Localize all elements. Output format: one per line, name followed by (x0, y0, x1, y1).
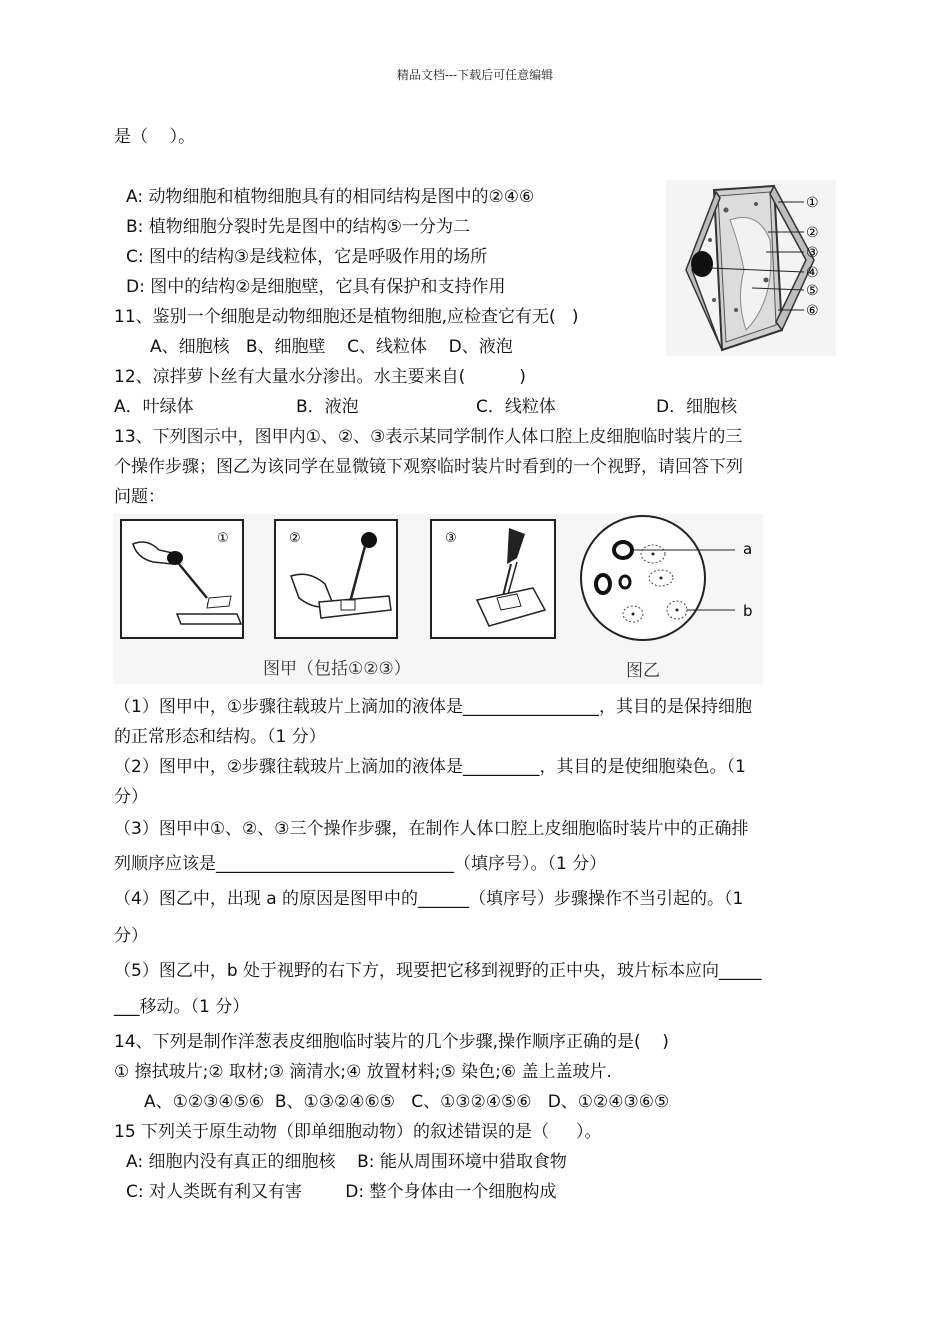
nucleus (691, 251, 713, 277)
q12-option-d: D．细胞核 (656, 397, 738, 417)
q11-options: A、细胞核 B、细胞壁 C、线粒体 D、液泡 (150, 337, 513, 357)
label-6: ⑥ (806, 303, 819, 319)
q10-option-d: D: 图中的结构②是细胞壁，它具有保护和支持作用 (126, 277, 506, 297)
q15-options-ab: A: 细胞内没有真正的细胞核 B: 能从周围环境中猎取食物 (126, 1152, 567, 1172)
label-1: ① (806, 195, 819, 211)
q10-stem-tail: 是（ ）。 (114, 127, 196, 147)
label-4: ④ (806, 265, 819, 281)
label-5: ⑤ (806, 283, 819, 299)
slide-steps-figure (113, 514, 763, 684)
label-3: ③ (806, 245, 819, 261)
q14-steps: ① 擦拭玻片;② 取材;③ 滴清水;④ 放置材料;⑤ 染色;⑥ 盖上盖玻片. (114, 1062, 612, 1082)
q15-stem: 15 下列关于原生动物（即单细胞动物）的叙述错误的是（ ）。 (114, 1122, 602, 1142)
page-header: 精品文档---下载后可任意编辑 (396, 68, 554, 82)
q13-stem-3: 问题： (114, 487, 165, 507)
q13-sub5-line1: （5）图乙中，b 处于视野的右下方，现要把它移到视野的正中央，玻片标本应向_____ (114, 961, 762, 981)
step-panel-1 (121, 520, 243, 638)
q13-stem-2: 个操作步骤；图乙为该同学在显微镜下观察临时装片时看到的一个视野，请回答下列 (114, 457, 743, 477)
step-panel-2 (275, 520, 397, 638)
q13-sub1-line2: 的正常形态和结构。（1 分） (114, 727, 326, 747)
plant-cell-figure (666, 180, 836, 356)
label-2: ② (806, 225, 819, 241)
q13-sub3-line1: （3）图甲中①、②、③三个操作步骤，在制作人体口腔上皮细胞临时装片中的正确排 (114, 819, 749, 839)
dropper-bulb-icon (167, 551, 183, 565)
q12-option-b: B．液泡 (296, 397, 359, 417)
q10-option-a: A: 动物细胞和植物细胞具有的相同结构是图中的②④⑥ (126, 187, 535, 207)
q12-stem: 12、凉拌萝卜丝有大量水分渗出。水主要来自( ) (114, 367, 526, 387)
panel-number-1: ① (217, 531, 229, 546)
q10-option-b: B: 植物细胞分裂时先是图中的结构⑤一分为二 (126, 217, 471, 237)
label-a: a (743, 540, 753, 558)
q15-options-cd: C: 对人类既有利又有害 D: 整个身体由一个细胞构成 (126, 1182, 557, 1202)
panel-number-2: ② (289, 531, 301, 546)
step-panel-3 (431, 520, 555, 638)
panel-number-3: ③ (445, 531, 457, 546)
caption-jia: 图甲（包括①②③） (263, 659, 411, 679)
q13-sub1-line1: （1）图甲中，①步骤往载玻片上滴加的液体是________________，其目的是保持细胞 (114, 697, 753, 717)
dropper-bulb-icon (361, 532, 377, 548)
caption-yi: 图乙 (626, 661, 660, 681)
q13-sub2-line1: （2）图甲中，②步骤往载玻片上滴加的液体是_________，其目的是使细胞染色。（1 (114, 757, 746, 777)
label-b: b (743, 602, 753, 620)
q14-options: A、①②③④⑤⑥ B、①③②④⑥⑤ C、①③②④⑤⑥ D、①②④③⑥⑤ (144, 1092, 670, 1112)
q13-sub5-line2: ___移动。（1 分） (114, 997, 250, 1017)
q13-sub4-line1: （4）图乙中，出现 a 的原因是图甲中的______（填序号）步骤操作不当引起的。（1 (114, 889, 744, 909)
q13-sub2-line2: 分） (114, 787, 148, 807)
q13-sub4-line2: 分） (114, 926, 148, 946)
q13-stem-1: 13、下列图示中，图甲内①、②、③表示某同学制作人体口腔上皮细胞临时装片的三 (114, 427, 743, 447)
q14-stem: 14、下列是制作洋葱表皮细胞临时装片的几个步骤,操作顺序正确的是( ) (114, 1032, 669, 1052)
q11-stem: 11、鉴别一个细胞是动物细胞还是植物细胞,应检查它有无( ) (114, 307, 579, 327)
q10-option-c: C: 图中的结构③是线粒体，它是呼吸作用的场所 (126, 247, 488, 267)
q13-sub3-line2: 列顺序应该是____________________________（填序号）。（1 分） (114, 854, 607, 874)
q12-option-a: A．叶绿体 (114, 397, 194, 417)
q12-option-c: C．线粒体 (476, 397, 556, 417)
glass-slide-icon (177, 614, 241, 624)
